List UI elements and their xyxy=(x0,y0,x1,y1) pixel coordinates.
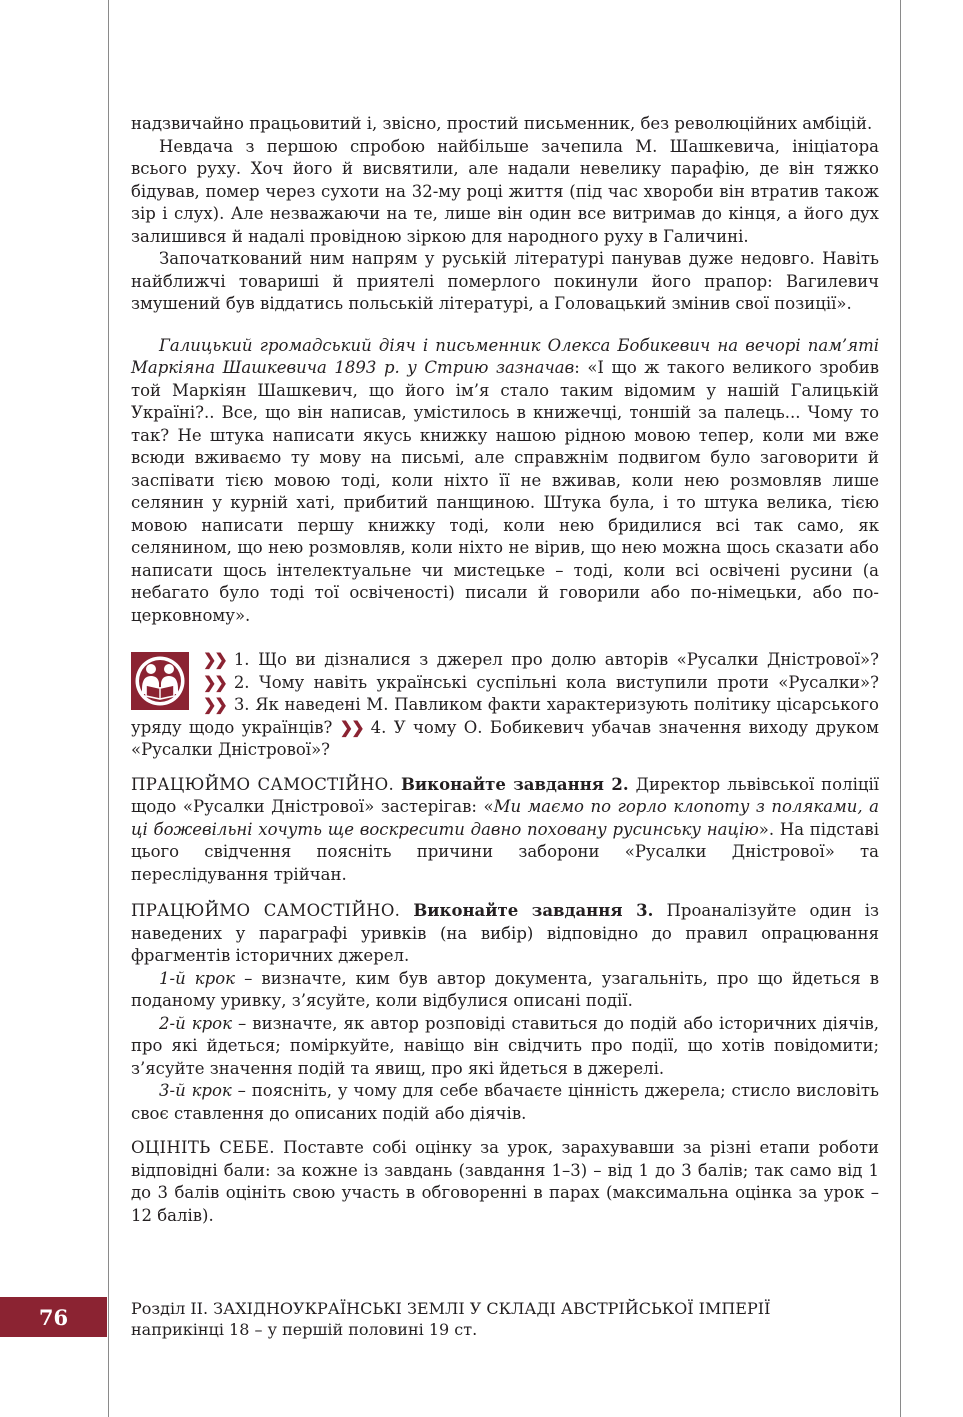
discussion-questions xyxy=(131,649,879,762)
self-eval-text: Поставте собі оцінку за урок, зарахувавши за різні етапи роботи відповідні бали: за кожне із завдань (завдання 1–3) – від 1 до 3 балів; так само від 1 до 3 балів оцініть свою участь в обговоренні в парах (максимальна оцінка за урок – 12 балів). xyxy=(131,1138,880,1225)
task-2 xyxy=(131,774,879,887)
paragraph-3: Започаткований ним напрям у руській літературі панував дуже недовго. Навіть найближчі товариші й приятелі померлого покинули його прапор: Вагилевич змушений був віддатись польській літературі, а Головацький змінив свої позиції». xyxy=(131,249,879,313)
task-3 xyxy=(131,900,879,968)
task-3-step-1 xyxy=(131,968,879,1013)
task-3-title: Виконайте завдання 3. xyxy=(413,901,654,920)
question-marker-3: ❯❯ xyxy=(203,695,226,714)
question-marker-4: ❯❯ xyxy=(339,717,363,737)
task-3-label: ПРАЦЮЙМО САМОСТІЙНО. xyxy=(131,901,401,920)
left-margin-rule xyxy=(108,0,109,1417)
question-4: 4. У чому О. Бобикевич убачав значення виходу друком «Русалки Дністрової»? xyxy=(131,717,880,759)
footer-period: наприкінці 18 – у першій половині 19 ст. xyxy=(131,1320,478,1339)
paragraph-1: надзвичайно працьовитий і, звісно, простий письменник, без революційних амбіцій. xyxy=(131,114,873,133)
task-3-step-2 xyxy=(131,1013,879,1081)
page-number: 76 xyxy=(0,1297,107,1337)
step-2-name: 2-й крок xyxy=(159,1013,232,1033)
pair-reading-icon xyxy=(131,652,189,710)
right-margin-rule xyxy=(900,0,901,1417)
paragraph-2: Невдача з першою спробою найбільше зачепила М. Шашкевича, ініціатора всього руху. Хоч його й висвятили, але надали невелику парафію, де він тяжко бідував, помер через сухоти на 32-му році життя (під час хвороби він втратив також зір і слух). Але незважаючи на те, лише він один все витримав до кінця, а його дух залишився й надалі провідною зіркою для народного руху в Галичині. xyxy=(131,136,879,246)
step-3-text: – поясніть, у чому для себе вбачаєте цінність джерела; стисло висловіть своє ставлення до описаних подій або діячів. xyxy=(131,1081,880,1123)
quote-text: «І що ж такого великого зробив той Маркіян Шашкевич, що його ім’я стало таким відомим у нашій Галицькій Україні?.. Все, що він написав, умістилось в книжечці, тоншій за палець... Чому то так? Не штука написати якусь книжку нашою рідною мовою тепер, коли ми вже всюди вживаємо ту мову на письмі, але справжнім подвигом було заговорити й заспівати тією мовою тоді, коли ніхто її не вживав, коли нею розмовляв лише селянин у курній хаті, прибитий панщиною. Штука була, і то штука велика, тією мовою написати першу книжку тоді, коли нею бридилися всі так само, як селянином, що нею розмовляв, коли ніхто не вірив, що нею можна щось сказати або написати щось інтелектуальне чи мистецьке – тоді, коли всі освічені русини (а небагато було тоді тої освіченості) писали й говорили або по-німецьки, або по-церковному». xyxy=(131,358,879,625)
self-eval-label: ОЦІНІТЬ СЕБЕ. xyxy=(131,1138,275,1157)
step-2-text: – визначте, як автор розповіді ставиться до подій або історичних діячів, про які йдеться; поміркуйте, навіщо він свідчить про події, що хотів повідомити; з’ясуйте значення подій та явищ, про які йдеться в джерелі. xyxy=(131,1013,880,1078)
task-2-text-end: ». На підставі цього свідчення поясніть причини заборони «Русалки Дністрової» та переслідування трійчан. xyxy=(131,819,879,884)
self-evaluation xyxy=(131,1137,879,1227)
page-content xyxy=(131,113,879,1227)
task-2-quote: Ми маємо по горло клопоту з поляками, а ці божевільні хочуть ще воскресити давно поховану русинську націю xyxy=(131,797,879,839)
quote-paragraph xyxy=(131,335,879,628)
footer-section-title: Розділ ІІ. ЗАХІДНОУКРАЇНСЬКІ ЗЕМЛІ У СКЛАДІ АВСТРІЙСЬКОЇ ІМПЕРІЇ xyxy=(131,1299,771,1318)
question-1: 1. Що ви дізналися з джерел про долю авторів «Русалки Дністрової»? xyxy=(233,650,879,669)
step-1-text: – визначте, ким був автор документа, узагальніть, про що йдеться в поданому уривку, з’ясуйте, коли відбулися описані події. xyxy=(131,968,879,1010)
task-3-step-3 xyxy=(131,1080,879,1125)
question-marker-2: ❯❯ xyxy=(203,672,226,692)
question-2: 2. Чому навіть українські суспільні кола виступили проти «Русалки»? xyxy=(233,672,879,692)
quote-intro: Галицький громадський діяч і письменник Олекса Бобикевич на вечорі пам’яті Маркіяна Шашкевича 1893 р. у Стрию зазначав xyxy=(131,335,879,377)
question-3: 3. Як наведені М. Павликом факти характеризують політику цісарського уряду щодо українців? xyxy=(131,695,879,737)
running-footer xyxy=(131,1298,891,1340)
step-1-name: 1-й крок xyxy=(159,968,235,988)
step-3-name: 3-й крок xyxy=(159,1081,232,1100)
task-2-text-start: Директор львівської поліції щодо «Русалки Дністрової» застерігав: « xyxy=(131,774,880,816)
task-3-text: Проаналізуйте один із наведених у параграфі уривків (на вибір) відповідно до правил опрацювання фрагментів історичних джерел. xyxy=(131,901,880,965)
task-2-title: Виконайте завдання 2. xyxy=(400,774,629,794)
quote-colon: : xyxy=(574,358,588,377)
task-2-label: ПРАЦЮЙМО САМОСТІЙНО. xyxy=(131,774,395,794)
question-marker-1: ❯❯ xyxy=(203,650,226,669)
